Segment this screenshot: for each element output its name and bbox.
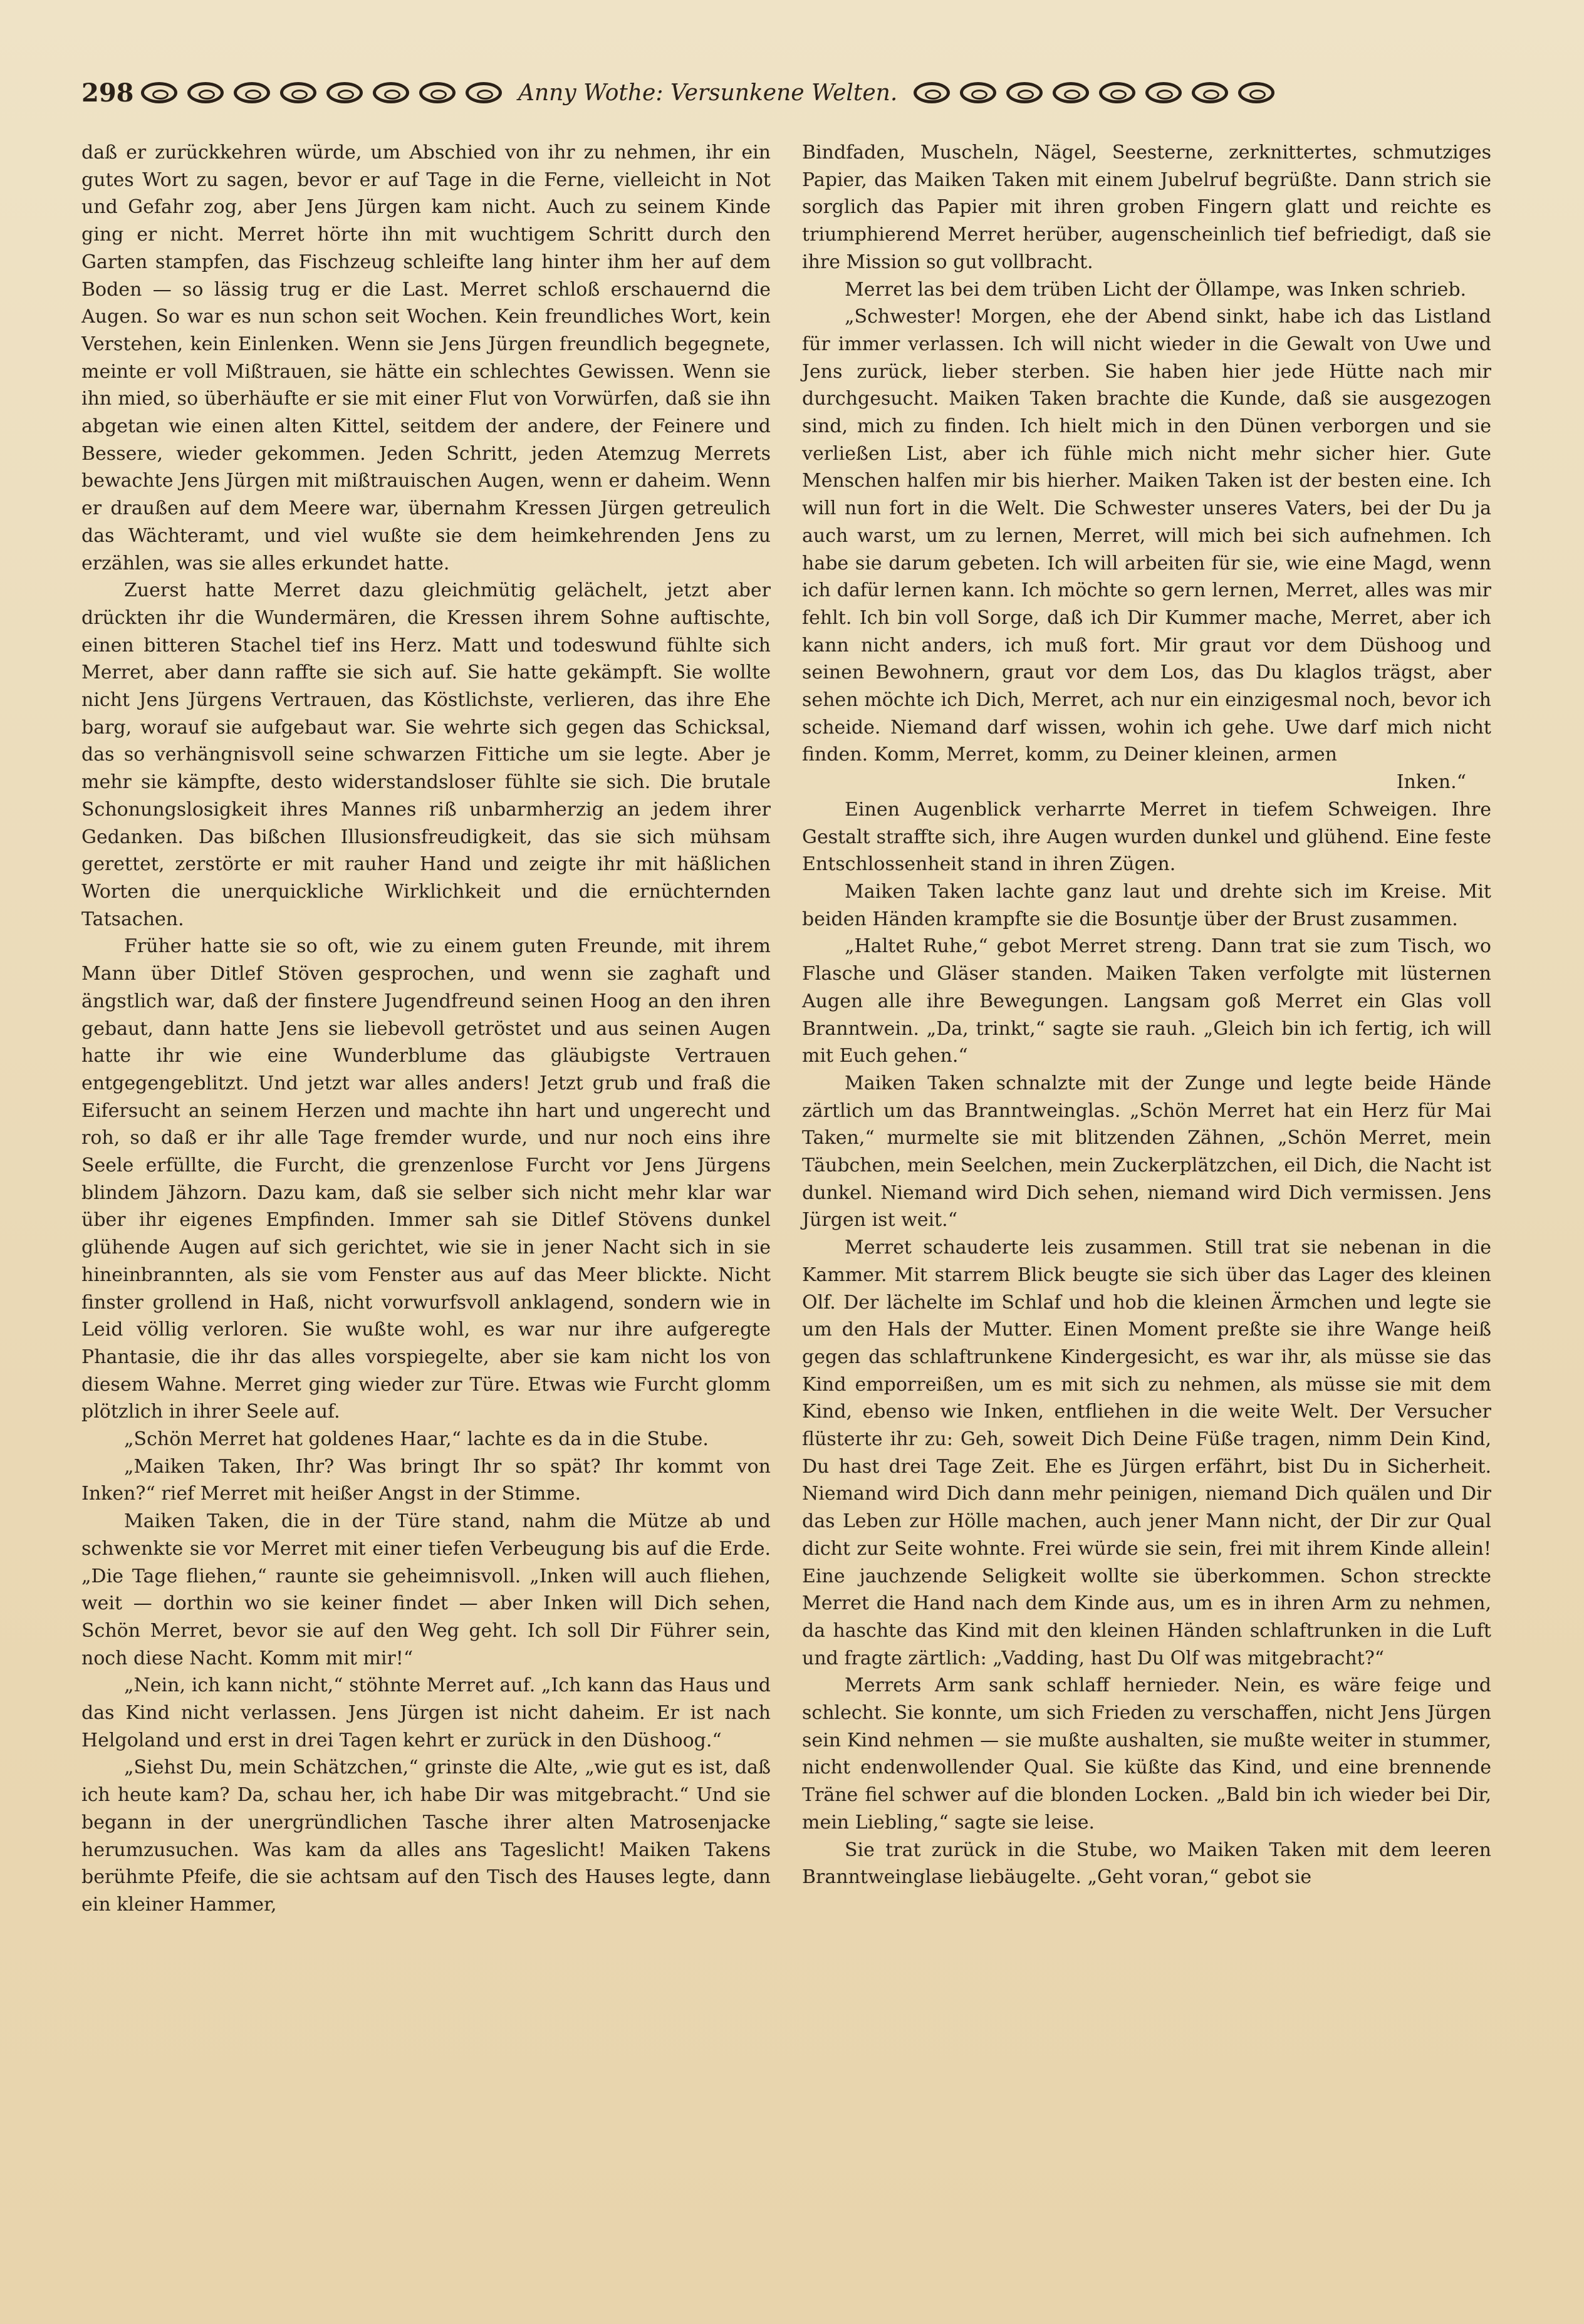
scroll-ornament-icon	[1053, 82, 1089, 103]
paragraph: Früher hatte sie so oft, wie zu einem guten Freunde, mit ihrem Mann über Ditlef Stöven gesprochen, und wenn sie zaghaft und ängstlich war, daß der finstere Jugendfreund seinen Hoog an den ihren gebaut, dann hatte Jens sie liebevoll getröstet und aus seinen Augen hatte ihr wie eine Wunderblume das gläubigste Vertrauen entgegengeblitzt. Und jetzt war alles anders! Jetzt grub und fraß die Eifersucht an seinem Herzen und machte ihn hart und ungerecht und roh, so daß er ihr alle Tage fremder wurde, und nur noch eins ihre Seele erfüllte, die Furcht, die grenzenlose Furcht vor Jens Jürgens blindem Jähzorn. Dazu kam, daß sie selber sich nicht mehr klar war über ihr eigenes Empfinden. Immer sah sie Ditlef Stövens dunkel glühende Augen auf sich gerichtet, wie sie in jener Nacht sich in sie hineinbrannten, als sie vom Fenster aus auf das Meer blickte. Nicht finster grollend in Haß, nicht vorwurfsvoll anklagend, sondern wie in Leid völlig verloren. Sie wußte wohl, es war nur ihre aufgeregte Phantasie, die ihr das alles vorspiegelte, aber sie kam nicht los von diesem Wahne. Merret ging wieder zur Türe. Etwas wie Furcht glomm plötzlich in ihrer Seele auf.	[81, 935, 771, 1423]
ornament-row-right	[914, 82, 1274, 103]
scroll-ornament-icon	[234, 82, 270, 103]
scroll-ornament-icon	[326, 82, 363, 103]
scroll-ornament-icon	[141, 82, 177, 103]
paragraph: Merret las bei dem trüben Licht der Öllampe, was Inken schrieb.	[845, 278, 1467, 301]
paragraph: Bindfaden, Muscheln, Nägel, Seesterne, zerknittertes, schmutziges Papier, das Maiken Taken mit einem Jubelruf begrüßte. Dann strich sie sorglich das Papier mit ihren groben Fingern glatt und reichte es triumphierend Merret herüber, augenscheinlich tief befriedigt, daß sie ihre Mission so gut vollbracht.	[802, 142, 1491, 273]
running-title: Anny Wothe: Versunkene Welten.	[518, 80, 898, 106]
text-column-right	[802, 139, 1491, 1891]
paragraph: „Nein, ich kann nicht,“ stöhnte Merret auf. „Ich kann das Haus und das Kind nicht verlassen. Jens Jürgen ist nicht daheim. Er ist nach Helgoland und erst in drei Tagen kehrt er zurück in den Düshoog.“	[81, 1674, 771, 1751]
paragraph: Maiken Taken lachte ganz laut und drehte sich im Kreise. Mit beiden Händen krampfte sie die Bosuntje über der Brust zusammen.	[802, 880, 1491, 930]
paragraph: Sie trat zurück in die Stube, wo Maiken Taken mit dem leeren Branntweinglase liebäugelte. „Geht voran,“ gebot sie	[802, 1839, 1491, 1889]
scroll-ornament-icon	[373, 82, 409, 103]
paragraph: „Siehst Du, mein Schätzchen,“ grinste die Alte, „wie gut es ist, daß ich heute kam? Da, schau her, ich habe Dir was mitgebracht.“ Und sie begann in der unergründlichen Tasche ihrer alten Matrosenjacke herumzusuchen. Was kam da alles ans Tageslicht! Maiken Takens berühmte Pfeife, die sie achtsam auf den Tisch des Hauses legte, dann ein kleiner Hammer,	[81, 1756, 771, 1916]
text-column-left	[81, 139, 771, 1919]
paragraph: „Haltet Ruhe,“ gebot Merret streng. Dann trat sie zum Tisch, wo Flasche und Gläser standen. Maiken Taken verfolgte mit lüsternen Augen alle ihre Bewegungen. Langsam goß Merret ein Glas voll Branntwein. „Da, trinkt,“ sagte sie rauh. „Gleich bin ich fertig, ich will mit Euch gehen.“	[802, 935, 1491, 1067]
paragraph: Maiken Taken, die in der Türe stand, nahm die Mütze ab und schwenkte sie vor Merret mit einer tiefen Verbeugung bis auf die Erde. „Die Tage fliehen,“ raunte sie geheimnisvoll. „Inken will auch fliehen, weit — dorthin wo sie keiner findet — aber Inken will Dich sehen, Schön Merret, bevor sie auf den Weg geht. Ich soll Dir Führer sein, noch diese Nacht. Komm mit mir!“	[81, 1510, 771, 1669]
paragraph: daß er zurückkehren würde, um Abschied von ihr zu nehmen, ihr ein gutes Wort zu sagen, bevor er auf Tage in die Ferne, vielleicht in Not und Gefahr zog, aber Jens Jürgen kam nicht. Auch zu seinem Kinde ging er nicht. Merret hörte ihn mit wuchtigem Schritt durch den Garten stampfen, das Fischzeug schleifte lang hinter ihm her auf dem Boden — so lässig trug er die Last. Merret schloß erschauernd die Augen. So war es nun schon seit Wochen. Kein freundliches Wort, kein Verstehen, kein Einlenken. Wenn sie Jens Jürgen freundlich begegnete, meinte er voll Mißtrauen, sie hätte ein schlechtes Gewissen. Wenn sie ihn mied, so überhäufte er sie mit einer Flut von Vorwürfen, daß sie ihn abgetan wie einen alten Kittel, seitdem der andere, der Feinere und Bessere, wieder gekommen. Jeden Schritt, jeden Atemzug Merrets bewachte Jens Jürgen mit mißtrauischen Augen, wenn er daheim. Wenn er draußen auf dem Meere war, übernahm Kressen Jürgen getreulich das Wächteramt, und viel wußte sie dem heimkehrenden Jens zu erzählen, was sie alles erkundet hatte.	[81, 142, 771, 574]
ornament-row-left	[141, 82, 502, 103]
paragraph: Merrets Arm sank schlaff hernieder. Nein, es wäre feige und schlecht. Sie konnte, um sich Frieden zu verschaffen, nicht Jens Jürgen sein Kind nehmen — sie mußte aushalten, sie mußte weiter in stummer, nicht endenwollender Qual. Sie küßte das Kind, und eine brennende Träne fiel schwer auf die blonden Locken. „Bald bin ich wieder bei Dir, mein Liebling,“ sagte sie leise.	[802, 1674, 1491, 1834]
scroll-ornament-icon	[1192, 82, 1228, 103]
scroll-ornament-icon	[960, 82, 996, 103]
scroll-ornament-icon	[466, 82, 502, 103]
scroll-ornament-icon	[1099, 82, 1135, 103]
page-header	[81, 74, 1491, 112]
paragraph: Inken.“	[1396, 771, 1466, 794]
paragraph: „Maiken Taken, Ihr? Was bringt Ihr so spät? Ihr kommt von Inken?“ rief Merret mit heißer Angst in der Stimme.	[81, 1455, 771, 1505]
paragraph: „Schwester! Morgen, ehe der Abend sinkt, habe ich das Listland für immer verlassen. Ich will nicht wieder in die Gewalt von Uwe und Jens zurück, lieber sterben. Sie haben hier jede Hütte nach mir durchgesucht. Maiken Taken brachte die Kunde, daß sie ausgezogen sind, mich zu finden. Ich hielt mich in den Dünen verborgen und sie verließen List, aber ich fühle mich nicht mehr sicher hier. Gute Menschen halfen mir bis hierher. Maiken Taken ist der besten eine. Ich will nun fort in die Welt. Die Schwester unseres Vaters, bei der Du ja auch warst, um zu lernen, Merret, will mich bei sich aufnehmen. Ich habe sie darum gebeten. Ich will arbeiten für sie, wie eine Magd, wenn ich dafür lernen kann. Ich möchte so gern lernen, Merret, alles was mir fehlt. Ich bin voll Sorge, daß ich Dir Kummer mache, Merret, aber ich kann nicht anders, ich muß fort. Mir graut vor dem Düshoog und seinen Bewohnern, graut vor dem Los, das Du klaglos trägst, aber sehen möchte ich Dich, Merret, ach nur ein einzigesmal noch, bevor ich scheide. Niemand darf wissen, wohin ich gehe. Uwe darf mich nicht finden. Komm, Merret, komm, zu Deiner kleinen, armen	[802, 306, 1491, 766]
paragraph: „Schön Merret hat goldenes Haar,“ lachte es da in die Stube.	[124, 1428, 709, 1451]
scroll-ornament-icon	[1238, 82, 1274, 103]
scroll-ornament-icon	[1145, 82, 1182, 103]
scroll-ornament-icon	[1006, 82, 1043, 103]
paragraph: Einen Augenblick verharrte Merret in tiefem Schweigen. Ihre Gestalt straffte sich, ihre Augen wurden dunkel und glühend. Eine feste Entschlossenheit stand in ihren Zügen.	[802, 798, 1491, 876]
scroll-ornament-icon	[280, 82, 316, 103]
scroll-ornament-icon	[419, 82, 456, 103]
scroll-ornament-icon	[187, 82, 224, 103]
paragraph: Merret schauderte leis zusammen. Still trat sie nebenan in die Kammer. Mit starrem Blick beugte sie sich über das Lager des kleinen Olf. Der lächelte im Schlaf und hob die kleinen Ärmchen und legte sie um den Hals der Mutter. Einen Moment preßte sie ihre Wange heiß gegen das schlaftrunkene Kindergesicht, es war ihr, als müsse sie das Kind emporreißen, um es mit sich zu nehmen, als müsse sie mit dem Kind, ebenso wie Inken, entfliehen in die weite Welt. Der Versucher flüsterte ihr zu: Geh, soweit Dich Deine Füße tragen, nimm Dein Kind, Du hast drei Tage Zeit. Ehe es Jürgen erfährt, bist Du in Sicherheit. Niemand wird Dich dann mehr peinigen, niemand Dich quälen und Dir das Leben zur Hölle machen, auch jener Mann nicht, der Dir zur Qual dicht zur Seite wohnte. Frei würde sie sein, frei mit ihrem Kinde allein! Eine jauchzende Seligkeit wollte sie überkommen. Schon streckte Merret die Hand nach dem Kinde aus, um es in ihren Arm zu nehmen, da haschte das Kind mit den kleinen Händen schlaftrunken in die Luft und fragte zärtlich: „Vadding, hast Du Olf was mitgebracht?“	[802, 1237, 1491, 1669]
page-number: 298	[81, 78, 134, 108]
scroll-ornament-icon	[914, 82, 950, 103]
paragraph: Zuerst hatte Merret dazu gleichmütig gelächelt, jetzt aber drückten ihr die Wundermären, die Kressen ihrem Sohne auftischte, einen bitteren Stachel tief ins Herz. Matt und todeswund fühlte sich Merret, aber dann raffte sie sich auf. Sie hatte gekämpft. Sie wollte nicht Jens Jürgens Vertrauen, das Köstlichste, verlieren, das ihre Ehe barg, worauf sie aufgebaut war. Sie wehrte sich gegen das Schicksal, das so verhängnisvoll seine schwarzen Fittiche um sie legte. Aber je mehr sie kämpfte, desto widerstandsloser fühlte sie sich. Die brutale Schonungslosigkeit ihres Mannes riß unbarmherzig an jedem ihrer Gedanken. Das bißchen Illusionsfreudigkeit, das sie sich mühsam gerettet, zerstörte er mit rauher Hand und zeigte ihr mit häßlichen Worten die unerquickliche Wirklichkeit und die ernüchternden Tatsachen.	[81, 579, 771, 930]
paragraph: Maiken Taken schnalzte mit der Zunge und legte beide Hände zärtlich um das Branntweinglas. „Schön Merret hat ein Herz für Mai Taken,“ murmelte sie mit blitzenden Zähnen, „Schön Merret, mein Täubchen, mein Seelchen, mein Zuckerplätzchen, eil Dich, die Nacht ist dunkel. Niemand wird Dich sehen, niemand wird Dich vermissen. Jens Jürgen ist weit.“	[802, 1072, 1491, 1232]
